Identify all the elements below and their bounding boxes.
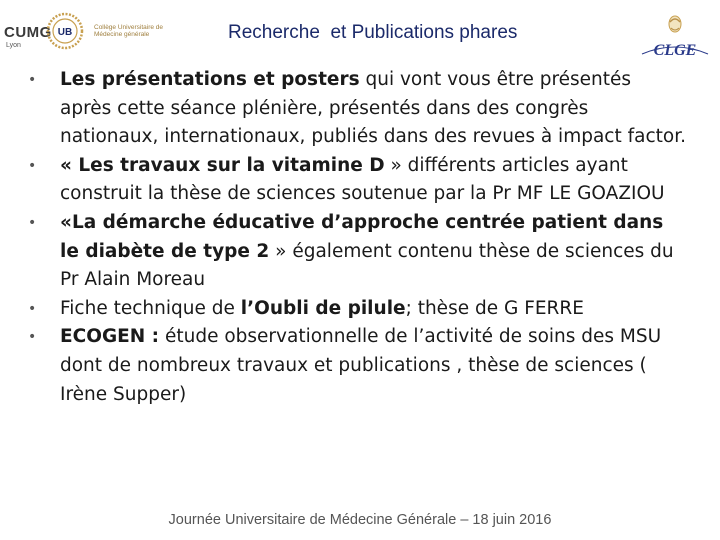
bullet-item [28,66,688,152]
bullet-text: » différents articles ayant construit la thèse de sciences soutenue par la Pr MF LE GOAZIOU [60,154,665,205]
bullet-item [28,295,688,324]
footer-text: Journée Universitaire de Médecine Générale – 18 juin 2016 [168,512,552,528]
page-title: Recherche et Publications phares [228,22,518,43]
bullet-icon: • [28,72,37,88]
bullet-emphasis: «La démarche éducative d’approche centrée patient dans le diabète de type 2 [60,211,664,262]
cumg-logo [4,12,172,52]
bullet-icon: • [28,300,37,317]
bullet-emphasis: Les présentations et posters [60,69,360,90]
bullet-item [28,152,688,209]
cumg-city: Lyon [6,42,21,49]
bullet-text: » également contenu thèse de sciences du Pr Alain Moreau [60,240,674,291]
bullet-text: étude observationnelle de l’activité de soins des MSU dont de nombreux travaux et publications , thèse de sciences ( Irène Supper) [60,326,662,405]
bullet-icon: • [28,157,37,174]
bullet-emphasis: « Les travaux sur la vitamine D [60,154,385,176]
clge-logo [640,10,710,62]
cumg-acronym: CUMG [4,24,52,41]
bullet-emphasis: ECOGEN : [60,326,160,348]
college-name: Collège Universitaire de Médecine générale [94,24,164,38]
bullet-item [28,209,688,295]
clge-emblem-icon [669,16,681,32]
slide-header [0,0,720,62]
bullet-text: qui vont vous être présentés après cette séance plénière, présentés dans des congrès nationaux, internationaux, publiés dans des revues à impact factor. [60,69,686,148]
bullet-icon: • [28,329,37,346]
clge-acronym: CLGE [653,42,697,59]
bullet-emphasis: l’Oubli de pilule [240,297,406,319]
university-seal-icon [46,12,84,50]
seal-text: UB [57,27,73,38]
bullet-icon: • [28,214,37,231]
bullet-item [28,323,688,409]
bullet-text: ; thèse de G FERRE [405,297,584,319]
bullet-list [28,66,688,409]
bullet-text: Fiche technique de [60,297,241,319]
